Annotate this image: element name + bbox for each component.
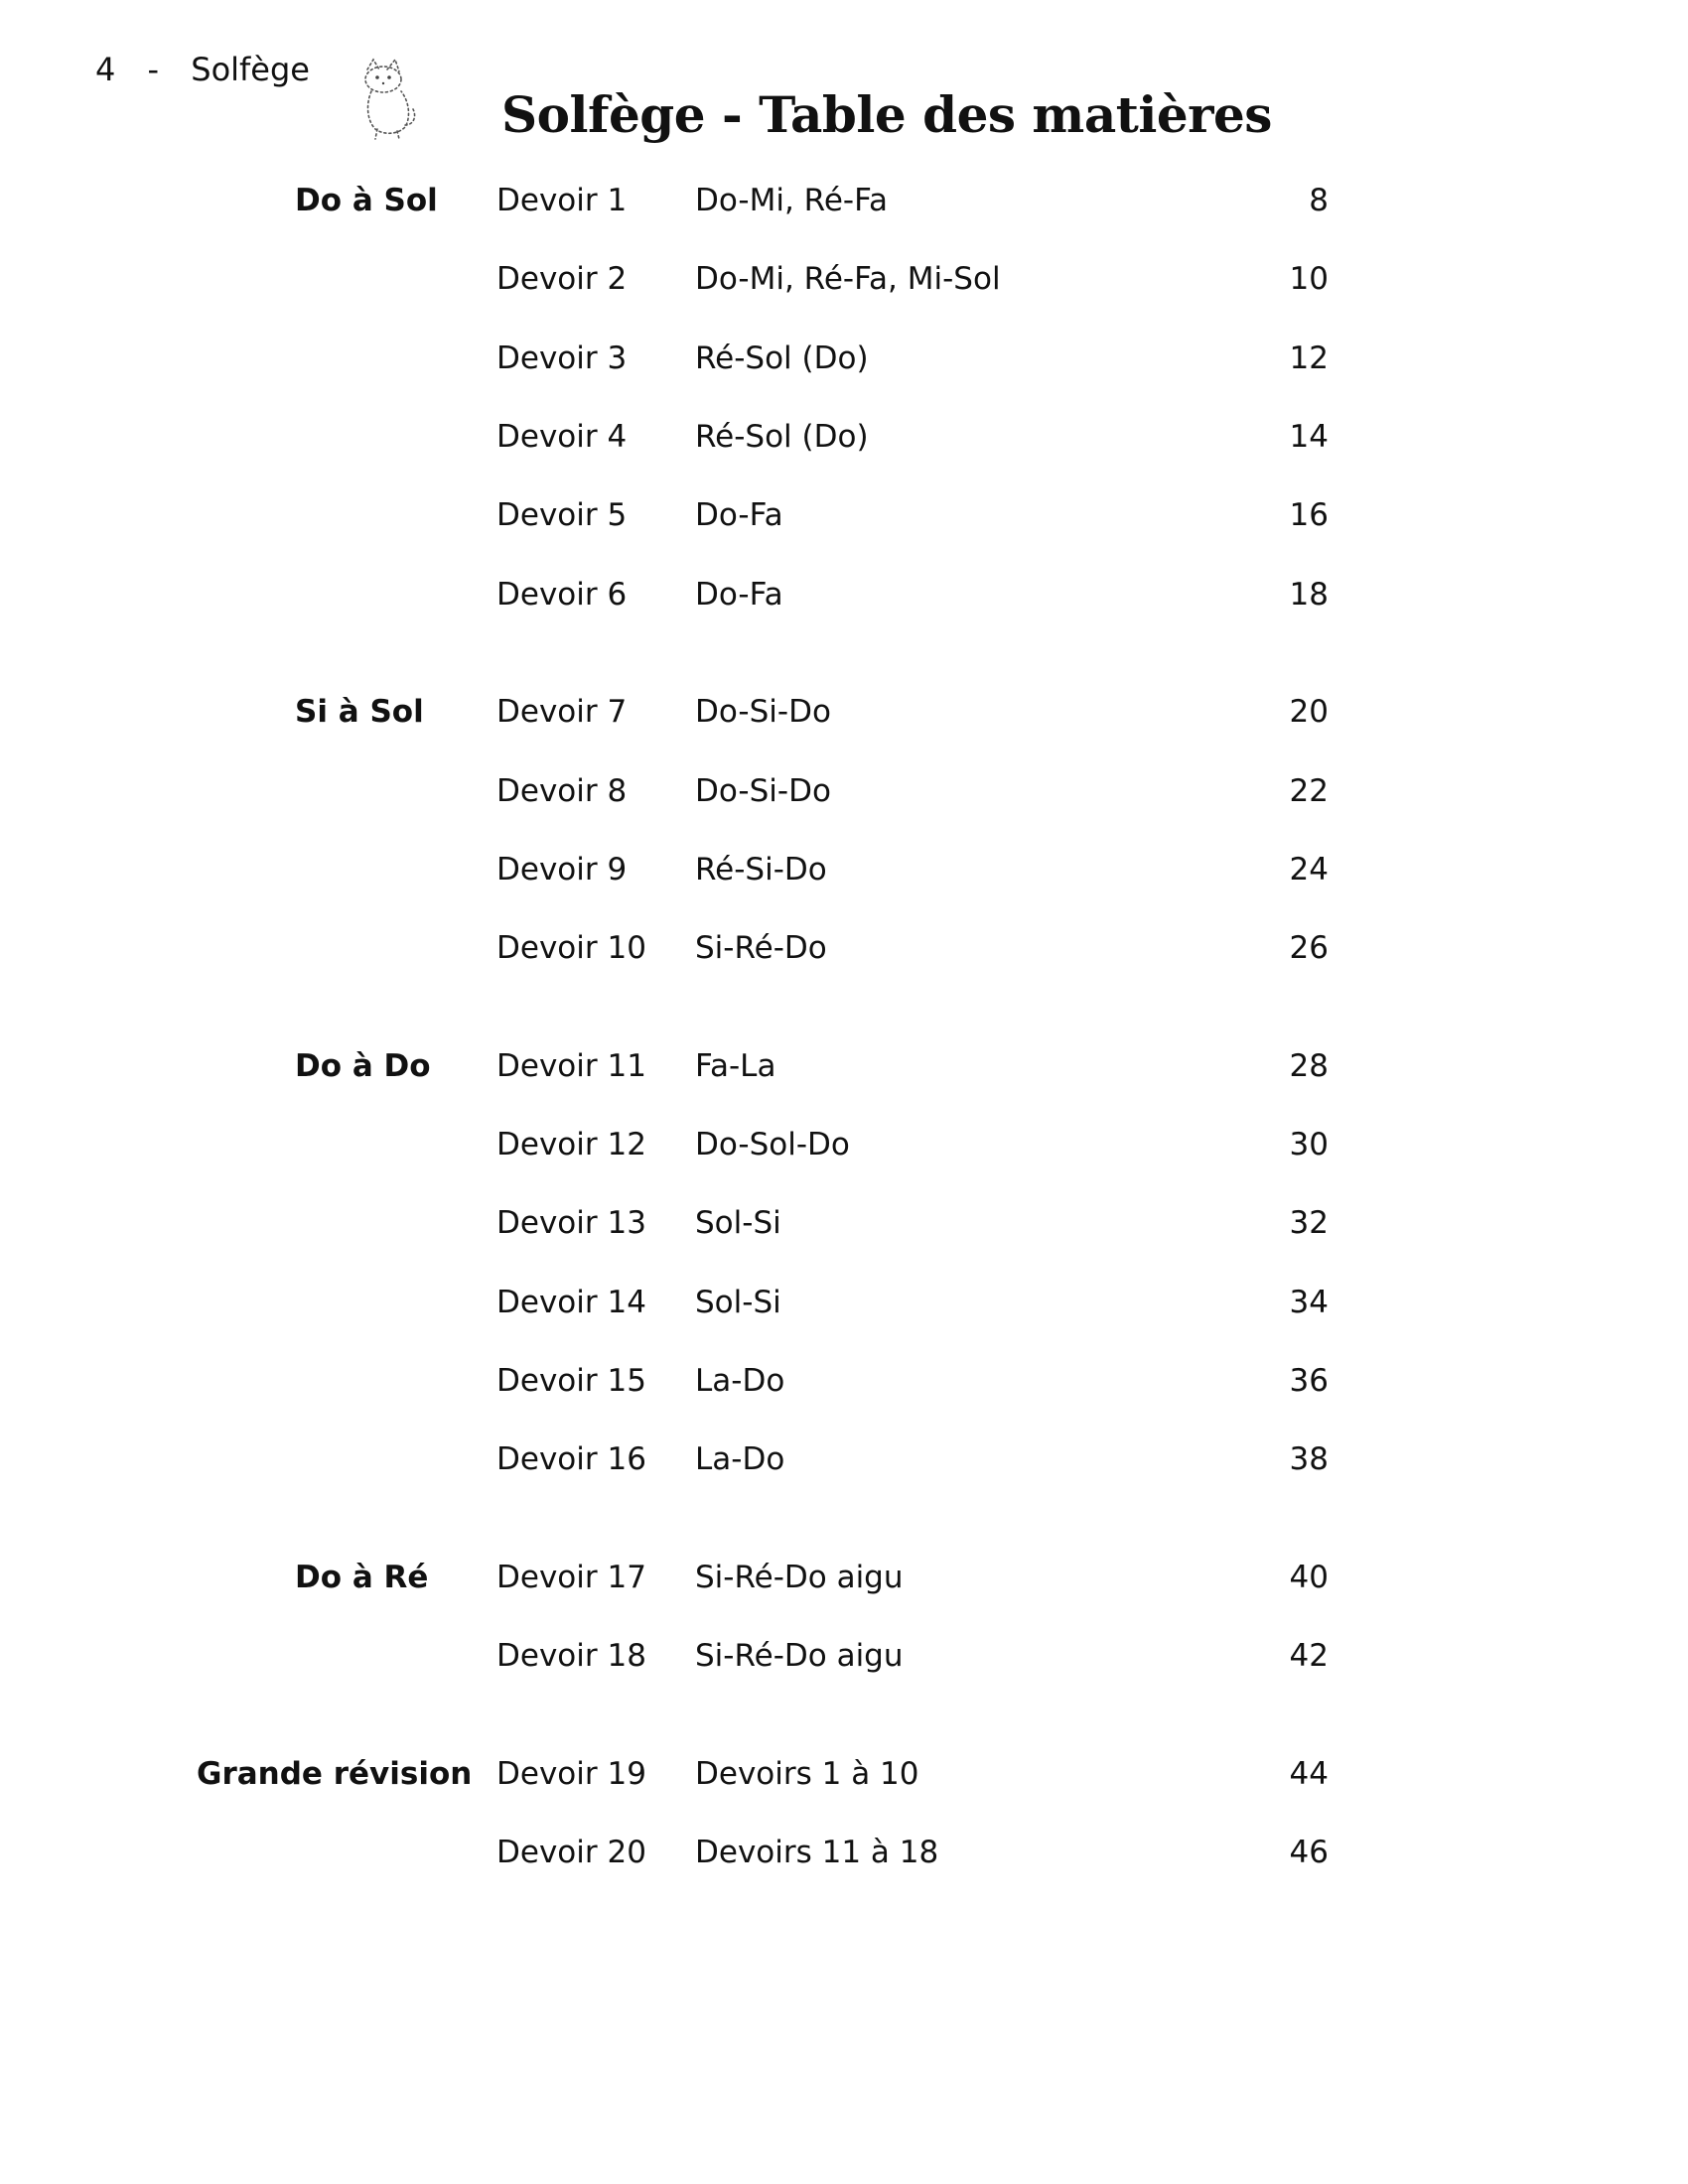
toc-page-number: 8 (1309, 183, 1329, 218)
toc-topic: Sol-Si (695, 1285, 781, 1320)
toc-row (0, 1044, 1688, 1088)
toc-topic: Si-Ré-Do aigu (695, 1560, 904, 1595)
toc-section-label: Do à Sol (295, 183, 438, 218)
toc-row (0, 1634, 1688, 1678)
toc-devoir: Devoir 10 (496, 930, 646, 966)
toc-section-label: Si à Sol (295, 694, 424, 730)
toc-devoir: Devoir 2 (496, 261, 628, 297)
toc-row (0, 926, 1688, 970)
toc-page-number: 36 (1289, 1363, 1329, 1399)
toc-page-number: 18 (1289, 577, 1329, 613)
toc-page-number: 46 (1289, 1835, 1329, 1870)
toc-topic: Do-Sol-Do (695, 1127, 850, 1162)
toc-devoir: Devoir 3 (496, 341, 628, 376)
toc-topic: La-Do (695, 1441, 785, 1477)
toc-devoir: Devoir 18 (496, 1638, 646, 1674)
toc-topic: Si-Ré-Do (695, 930, 827, 966)
toc-devoir: Devoir 7 (496, 694, 628, 730)
toc-devoir: Devoir 19 (496, 1756, 646, 1792)
toc-devoir: Devoir 16 (496, 1441, 646, 1477)
toc-devoir: Devoir 15 (496, 1363, 646, 1399)
page-number: 4 (95, 51, 116, 88)
toc-row (0, 179, 1688, 222)
toc-topic: Do-Fa (695, 577, 783, 613)
toc-devoir: Devoir 20 (496, 1835, 646, 1870)
toc-devoir: Devoir 9 (496, 852, 628, 887)
toc-page-number: 34 (1289, 1285, 1329, 1320)
toc-devoir: Devoir 8 (496, 773, 628, 809)
toc-page-number: 10 (1289, 261, 1329, 297)
toc-row (0, 769, 1688, 813)
toc-section-label: Do à Do (295, 1048, 431, 1084)
toc-row (0, 573, 1688, 616)
toc-page-number: 12 (1289, 341, 1329, 376)
toc-page-number: 26 (1289, 930, 1329, 966)
toc-row (0, 1831, 1688, 1874)
toc-devoir: Devoir 1 (496, 183, 628, 218)
toc-page-number: 28 (1289, 1048, 1329, 1084)
toc-page-number: 42 (1289, 1638, 1329, 1674)
book-title: Solfège (191, 51, 310, 88)
toc-topic: Devoirs 1 à 10 (695, 1756, 919, 1792)
toc-page-number: 24 (1289, 852, 1329, 887)
header-separator: - (147, 51, 160, 88)
toc-topic: Do-Si-Do (695, 694, 831, 730)
toc-topic: Do-Mi, Ré-Fa (695, 183, 889, 218)
toc-section-label: Grande révision (197, 1756, 473, 1792)
toc-row (0, 1281, 1688, 1324)
toc-row (0, 1359, 1688, 1403)
toc-row (0, 493, 1688, 537)
toc-topic: Ré-Si-Do (695, 852, 827, 887)
toc-page-number: 32 (1289, 1205, 1329, 1241)
toc-devoir: Devoir 17 (496, 1560, 646, 1595)
toc-section-label: Do à Ré (295, 1560, 429, 1595)
toc-devoir: Devoir 13 (496, 1205, 646, 1241)
toc-topic: Si-Ré-Do aigu (695, 1638, 904, 1674)
toc-page-number: 16 (1289, 497, 1329, 533)
toc-page-number: 22 (1289, 773, 1329, 809)
page-title: Solfège - Table des matières (501, 85, 1272, 144)
toc-devoir: Devoir 12 (496, 1127, 646, 1162)
toc-devoir: Devoir 11 (496, 1048, 646, 1084)
toc-page-number: 20 (1289, 694, 1329, 730)
toc-topic: Sol-Si (695, 1205, 781, 1241)
toc-devoir: Devoir 14 (496, 1285, 646, 1320)
toc-row (0, 848, 1688, 891)
toc-topic: Ré-Sol (Do) (695, 341, 869, 376)
toc-row (0, 1123, 1688, 1166)
toc-page-number: 14 (1289, 419, 1329, 455)
toc-topic: Do-Fa (695, 497, 783, 533)
toc-row (0, 415, 1688, 459)
toc-row (0, 1437, 1688, 1481)
toc-topic: Ré-Sol (Do) (695, 419, 869, 455)
toc-devoir: Devoir 6 (496, 577, 628, 613)
toc-devoir: Devoir 4 (496, 419, 628, 455)
toc-topic: Do-Mi, Ré-Fa, Mi-Sol (695, 261, 1001, 297)
toc-page-number: 38 (1289, 1441, 1329, 1477)
toc-page-number: 30 (1289, 1127, 1329, 1162)
toc-row (0, 1556, 1688, 1599)
toc-devoir: Devoir 5 (496, 497, 628, 533)
toc-topic: Do-Si-Do (695, 773, 831, 809)
toc-page-number: 40 (1289, 1560, 1329, 1595)
toc-row (0, 257, 1688, 301)
toc-row (0, 690, 1688, 734)
toc-topic: La-Do (695, 1363, 785, 1399)
toc-row (0, 337, 1688, 380)
toc-row (0, 1752, 1688, 1796)
toc-topic: Fa-La (695, 1048, 776, 1084)
toc-topic: Devoirs 11 à 18 (695, 1835, 939, 1870)
toc-page-number: 44 (1289, 1756, 1329, 1792)
toc-row (0, 1201, 1688, 1245)
